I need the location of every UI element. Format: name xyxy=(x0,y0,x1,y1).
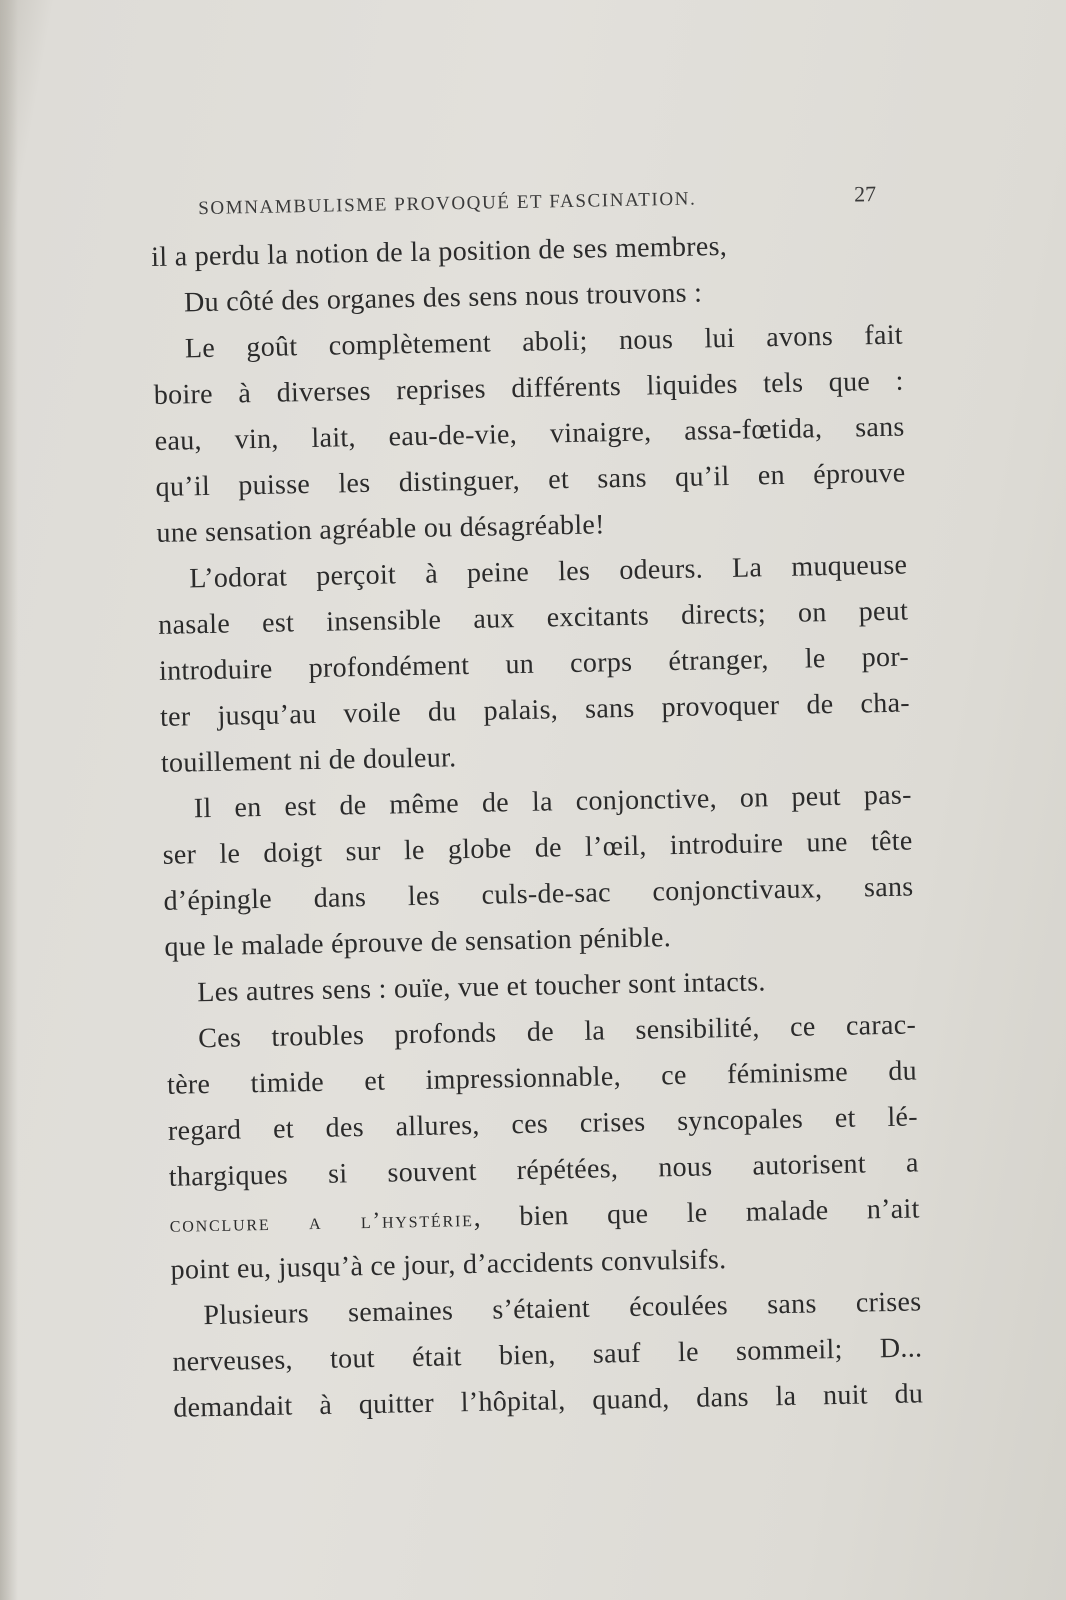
text-line: d’épingle dans les culs-de-sac conjonctivaux, sans xyxy=(163,871,914,917)
text-line: point eu, jusqu’à ce jour, d’accidents convulsifs. xyxy=(170,1244,727,1286)
text-line: nerveuses, tout était bien, sauf le sommeil; D... xyxy=(172,1332,923,1378)
text-line: thargiques si souvent répétées, nous autorisent a xyxy=(168,1147,920,1193)
text-line: regard et des allures, ces crises syncopales et lé- xyxy=(167,1101,919,1147)
text-line: Du côté des organes des sens nous trouvons : xyxy=(183,277,703,319)
paragraph xyxy=(166,1002,921,1293)
text-line: nasale est insensible aux excitants directs; on peut xyxy=(157,595,909,641)
text-line: Ces troubles profonds de la sensibilité, ce carac- xyxy=(197,1009,917,1055)
paragraph xyxy=(157,543,911,787)
paragraph xyxy=(171,1279,924,1431)
page-number: 27 xyxy=(853,181,877,207)
text-line: demandait à quitter l’hôpital, quand, dans la nuit du xyxy=(172,1378,924,1424)
small-caps-emphasis: conclure a l’hystérie xyxy=(169,1205,474,1237)
text-line: boire à diverses reprises différents liquides tels que : xyxy=(153,365,905,411)
text-line: Les autres sens : ouïe, vue et toucher sont intacts. xyxy=(197,966,766,1009)
text-line: ser le doigt sur le globe de l’œil, introduire une tête xyxy=(162,825,913,871)
text-line: que le malade éprouve de sensation pénible. xyxy=(164,922,672,963)
text-line: touillement ni de douleur. xyxy=(160,742,457,779)
text-line: ter jusqu’au voile du palais, sans provoquer de cha- xyxy=(159,687,911,733)
body-text xyxy=(151,221,924,1432)
running-head-title: SOMNAMBULISME PROVOQUÉ ET FASCINATION. xyxy=(198,188,697,220)
text-line: tère timide et impressionnable, ce féminisme du xyxy=(166,1055,918,1101)
text-line: Le goût complètement aboli; nous lui avons fait xyxy=(184,319,904,365)
text-line: qu’il puisse les distinguer, et sans qu’il en éprouve xyxy=(155,457,906,503)
text-block xyxy=(150,181,924,1432)
text-line: Plusieurs semaines s’étaient écoulées sans crises xyxy=(203,1286,922,1332)
text-line: eau, vin, lait, eau-de-vie, vinaigre, assa-fœtida, sans xyxy=(154,411,905,457)
text-line: il a perdu la notion de la position de ses membres, xyxy=(150,230,728,273)
text-line: Il en est de même de la conjonctive, on peut pas- xyxy=(193,779,912,825)
gutter-shadow xyxy=(0,0,18,1600)
paragraph xyxy=(161,772,914,970)
text-line: une sensation agréable ou désagréable! xyxy=(156,509,606,549)
paragraph xyxy=(153,313,907,557)
text-line: introduire profondément un corps étranger, le por- xyxy=(158,641,910,687)
text-line-rest: , bien que le malade n’ait xyxy=(473,1193,920,1233)
text-line: L’odorat perçoit à peine les odeurs. La muqueuse xyxy=(189,549,908,595)
